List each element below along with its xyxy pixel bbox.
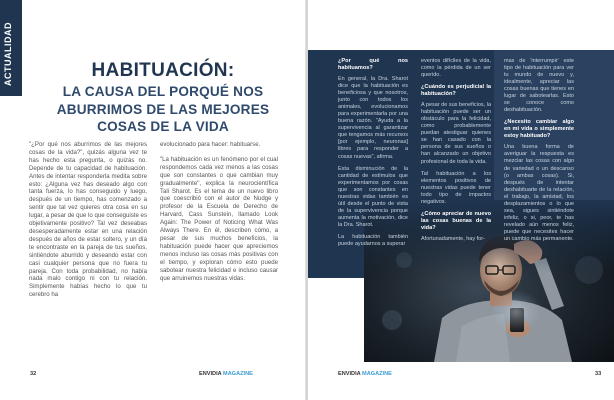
sidebar-paragraph: Afortunadamente, hay for-: [421, 235, 485, 242]
sidebar-paragraph: A pesar de sus beneficios, la habituación puede ser un obstáculo para la felicidad, como probablemente puedan atestiguar quienes se han casado con la persona de sus sueños o han alcanzado un objetivo profesional de toda la vida.: [421, 102, 492, 165]
magazine-suffix: MAGAZINE: [362, 371, 392, 377]
sidebar-paragraph: Esta disminución de la cantidad de estímulos que experimentamos por cosas que son constantes en nuestras vidas también es útil desde el punto de vista de la supervivencia porque aumenta la motivación, dice la Dra. Sharot.: [338, 165, 408, 228]
headline-line-4: COSAS DE LA VIDA: [97, 119, 229, 134]
headline-line-2: LA CAUSA DEL PORQUÉ NOS: [62, 84, 264, 99]
page-number-right: 33: [595, 371, 602, 377]
right-page: [308, 0, 614, 400]
body-paragraph: "¿Por qué nos aburrimos de las mejores cosas de la vida?", quizás alguna vez te has hecho esta pregunta, o quizás no. Depende de tu capacidad de habituación. Antes de intentar responderla medita sobre esto: ¿Alguna vez has deseado algo con tanta fuerza, lo has conseguido y luego, después de un tiempo, has comenzado a sentir que tal vez quieres otra cosa en su lugar, a pesar de que lo que conseguiste es objetivamente positivo? Tal vez deseabas desesperadamente estar en una relación después de años de estar soltero, y un día te encontraste en la pareja de tus sueños, sintiéndote aburrido y deseando estar con casi cualquier persona que no fuera tu pareja. Con toda probabilidad, no había nada malo contigo ni con tu relación. Simplemente habías hecho lo que tu cerebro ha: [29, 141, 147, 299]
headline-line-3: ABURRIMOS DE LAS MEJORES: [56, 101, 270, 117]
subheading-when-harmful: ¿Cuándo es perjudicial la habituación?: [421, 84, 491, 98]
folio-left: [199, 371, 253, 377]
folio-right: [338, 371, 392, 377]
sidebar-paragraph: En general, la Dra. Sharot dice que la habituación es beneficiosa y que nosotros, junto con todos los animales, evolucionamos para experimentarla por una buena razón. "Ayuda a la supervivencia al garantizar que tengamos más recursos [por ejemplo, neuronas] libres para responder a cosas nuevas", afirma.: [338, 76, 408, 160]
magazine-suffix: MAGAZINE: [223, 371, 253, 377]
section-tab-label: ACTUALIDAD: [3, 22, 13, 86]
magazine-name: ENVIDIA: [338, 371, 361, 377]
page-number-left: 32: [30, 371, 37, 377]
headline-main: HABITUACIÓN:: [91, 60, 235, 81]
sidebar-column-3: [504, 58, 574, 248]
body-paragraph: "La habituación es un fenómeno por el cual respondemos cada vez menos a las cosas que son constantes o que cambian muy gradualmente", explica la neurocientífica Tali Sharot. Es el tema de un nuevo libro que coescribió con el autor de Nudge y profesor de la Escuela de Derecho de Harvard, Cass Sunstein, llamado Look Again: The Power of Noticing What Was Always There. En él, describen cómo, a pesar de sus muchos beneficios, la habituación puede hacer que apreciemos menos incluso las cosas más positivas con el tiempo, y exploran cómo esto puede sabotear nuestra felicidad e incluso causar que arruinemos nuestras vidas.: [160, 155, 278, 282]
subheading-need-change: ¿Necesito cambiar algo en mi vida o simplemente estoy habituado?: [504, 119, 574, 140]
subheading-why-habituate: ¿Por qué nos habituamos?: [338, 58, 408, 71]
sidebar-column-2: [421, 58, 491, 248]
subheading-how-appreciate: ¿Cómo apreciar de nuevo las cosas buenas de la vida?: [421, 210, 491, 231]
body-column-1: [29, 141, 147, 299]
sidebar-paragraph: eventos difíciles de la vida, como la pérdida de un ser querido.: [421, 58, 491, 79]
sidebar-column-1: [338, 58, 408, 253]
body-column-2: [160, 141, 278, 282]
magazine-name: ENVIDIA: [199, 371, 222, 377]
sidebar-paragraph: La habituación también puede ayudarnos a superar: [338, 233, 408, 248]
body-paragraph: evolucionado para hacer: habituarse.: [160, 141, 261, 148]
article-headline: [30, 60, 296, 135]
sidebar-paragraph: Una buena forma de averiguar la respuesta es mezclar las cosas con algo de variedad o un descanso (o ambas cosas). Si, después de intentar deshabituarte de la relación, el trabajo, la amistad, los desplazamientos o lo que sea, sigues sintiéndote infeliz, o si, peor, te has revelado aún menos feliz, puede que necesites hacer un cambio más permanente.: [504, 144, 574, 242]
left-page: [0, 0, 306, 400]
section-tab: [0, 0, 22, 96]
sidebar-paragraph: Tal habituación a los elementos positivos de nuestras vidas puede tener todo tipo de impactos negativos.: [421, 170, 491, 205]
sidebar-paragraph: mas de 'interrumpir' este tipo de habituación para ver tu mundo de nuevo y, idealmente, apreciar las cosas buenas que tienes en lugar de sabotearlas. Esto se conoce como deshabituación.: [504, 58, 574, 114]
